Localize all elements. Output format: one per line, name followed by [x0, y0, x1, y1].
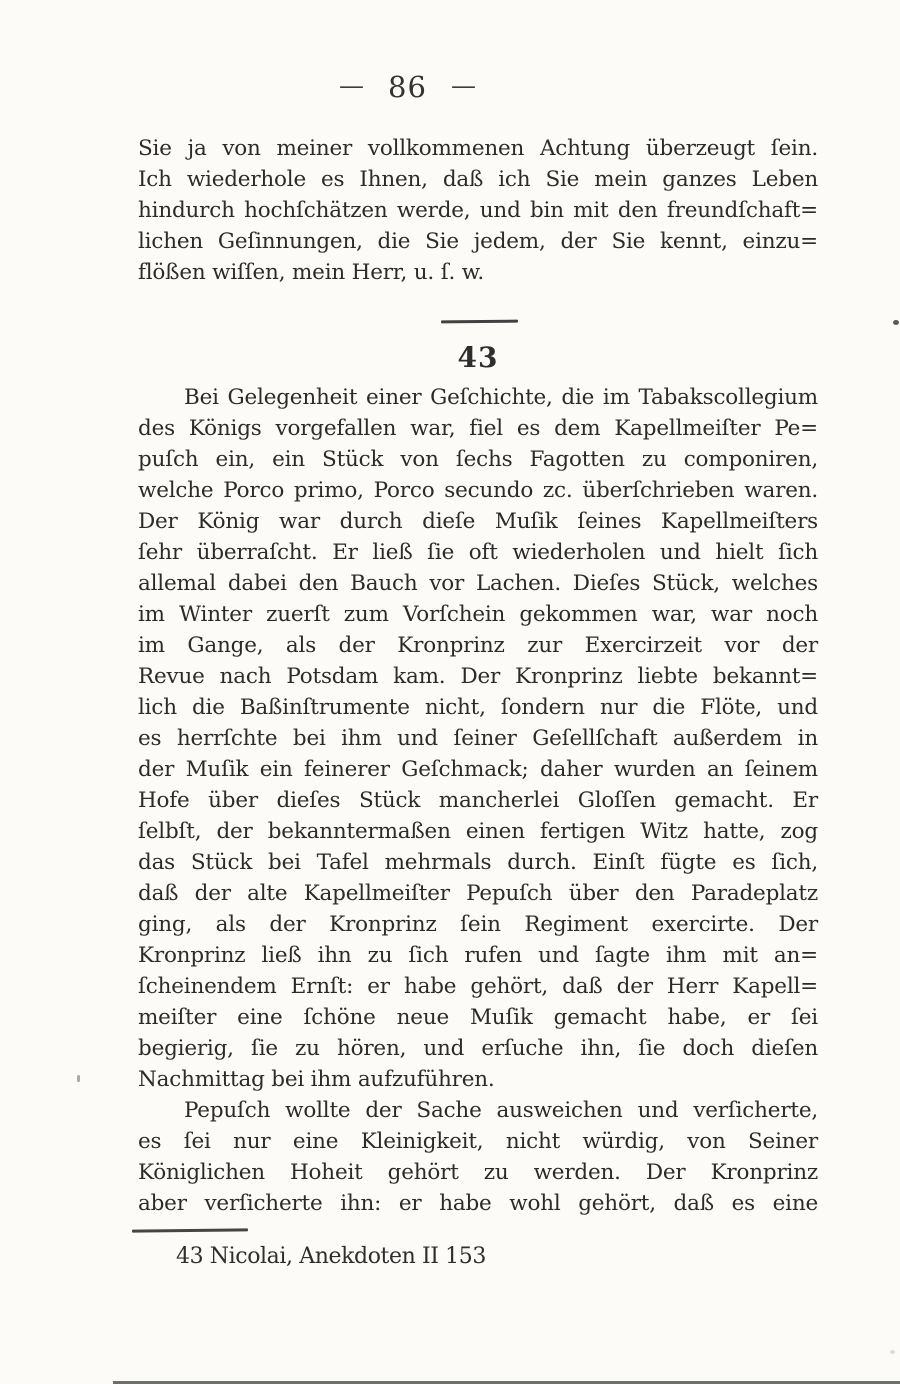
text-line: Pepuſch wollte der Sache ausweichen und verſicherte,	[184, 1098, 818, 1123]
ink-speck	[893, 320, 899, 325]
text-line: im Gange, als der Kronprinz zur Exercirzeit vor der	[138, 633, 818, 658]
text-line: meiſter eine ſchöne neue Muſik gemacht habe, er ſei	[138, 1005, 818, 1030]
text-line: begierig, ſie zu hören, und erſuche ihn, ſie doch dieſen	[138, 1036, 818, 1061]
text-line: welche Porco primo, Porco secundo zc. überſchrieben waren.	[138, 478, 818, 503]
text-line: allemal dabei den Bauch vor Lachen. Dieſes Stück, welches	[138, 571, 818, 596]
text-line: Sie ja von meiner vollkommenen Achtung überzeugt ſein.	[138, 136, 818, 161]
text-line: Revue nach Potsdam kam. Der Kronprinz liebte bekannt=	[138, 664, 818, 689]
header-left-dash: —	[339, 70, 365, 100]
text-line: im Winter zuerſt zum Vorſchein gekommen war, war noch	[138, 602, 818, 627]
text-line: puſch ein, ein Stück von ſechs Fagotten zu componiren,	[138, 447, 818, 472]
section-divider-rule	[441, 320, 518, 324]
footnote-citation: 43 Nicolai, Anekdoten II 153	[176, 1244, 486, 1269]
text-line: lich die Baßinſtrumente nicht, ſondern nur die Flöte, und	[138, 695, 818, 720]
text-line: ſehr überraſcht. Er ließ ſie oft wiederholen und hielt ſich	[138, 540, 818, 565]
text-line: des Königs vorgefallen war, fiel es dem Kapellmeiſter Pe=	[138, 416, 818, 441]
text-line: Königlichen Hoheit gehört zu werden. Der Kronprinz	[138, 1160, 818, 1185]
text-line: es herrſchte bei ihm und ſeiner Geſellſchaft außerdem in	[138, 726, 818, 751]
text-line: Hofe über dieſes Stück mancherlei Gloſſen gemacht. Er	[138, 788, 818, 813]
footnote-rule	[132, 1228, 248, 1232]
text-line: das Stück bei Tafel mehrmals durch. Einſt fügte es ſich,	[138, 850, 818, 875]
text-line: hindurch hochſchätzen werde, und bin mit den freundſchaft=	[138, 198, 818, 223]
text-line: lichen Geſinnungen, die Sie jedem, der Sie kennt, einzu=	[138, 229, 818, 254]
text-line: flößen wiſſen, mein Herr, u. ſ. w.	[138, 260, 485, 285]
text-line: ging, als der Kronprinz ſein Regiment exercirte. Der	[138, 912, 818, 937]
text-line: Nachmittag bei ihm aufzuführen.	[138, 1067, 495, 1092]
page-number: 86	[388, 70, 427, 104]
text-line: der Muſik ein feinerer Geſchmack; daher wurden an ſeinem	[138, 757, 818, 782]
closing-paragraph	[138, 1095, 818, 1219]
text-line: ſcheinendem Ernſt: er habe gehört, daß der Herr Kapell=	[138, 974, 818, 999]
text-line: es ſei nur eine Kleinigkeit, nicht würdig, von Seiner	[138, 1129, 818, 1154]
text-line: Bei Gelegenheit einer Geſchichte, die im Tabakscollegium	[184, 385, 818, 410]
continued-paragraph	[138, 133, 818, 288]
text-line: ſelbſt, der bekanntermaßen einen fertigen Witz hatte, zog	[138, 819, 818, 844]
section-number-heading: 43	[457, 341, 499, 374]
anecdote-paragraph	[138, 382, 818, 1095]
text-line: Ich wiederhole es Ihnen, daß ich Sie mein ganzes Leben	[138, 167, 818, 192]
page-header	[0, 70, 815, 104]
text-line: Kronprinz ließ ihn zu ſich rufen und ſagte ihm mit an=	[138, 943, 818, 968]
header-right-dash: —	[450, 70, 476, 100]
text-line: aber verſicherte ihn: er habe wohl gehört, daß es eine	[138, 1191, 818, 1216]
text-line: daß der alte Kapellmeiſter Pepuſch über den Paradeplatz	[138, 881, 818, 906]
text-line: Der König war durch dieſe Muſik ſeines Kapellmeiſters	[138, 509, 818, 534]
ink-speck	[77, 1075, 80, 1082]
ink-speck	[890, 1350, 895, 1354]
